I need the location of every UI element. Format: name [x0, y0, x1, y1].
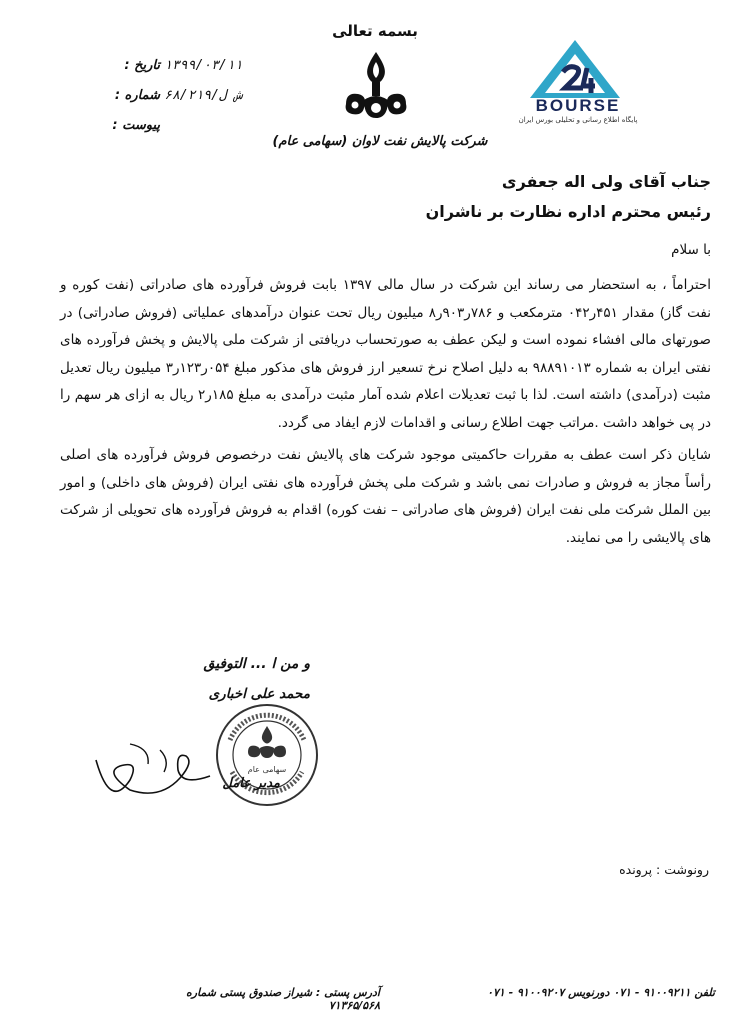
footer-phones: تلفن ۹۱۰۰۹۲۱۱ - ۰۷۱ دورنویس ۹۱۰۰۹۲۰۷ - ۰۷۱ [487, 986, 715, 999]
date-value: ۱۳۹۹/۰۳/۱۱ [164, 58, 243, 73]
bourse-wordmark: BOURSE [535, 96, 621, 115]
bismillah-heading: بسمه تعالی [332, 22, 418, 40]
company-name: شرکت پالایش نفت لاوان (سهامی عام) [272, 134, 488, 149]
attachment-label: پیوست : [112, 118, 160, 133]
bourse-logo-icon [525, 38, 625, 100]
letter-attachment [100, 118, 250, 133]
greeting: با سلام [671, 242, 711, 258]
handwritten-signature-icon [90, 720, 220, 810]
recipient-title: رئیس محترم اداره نظارت بر ناشران [425, 202, 711, 221]
bourse-tagline: پایگاه اطلاع رسانی و تحلیلی بورس ایران [518, 116, 638, 124]
letter-body [60, 272, 711, 557]
letter-number [100, 88, 250, 103]
number-label: شماره : [114, 88, 160, 103]
recipient-name: جناب آقای ولی اله جعفری [501, 172, 711, 191]
closing-salutation: و من ا ... التوفیق [203, 656, 310, 672]
letter-date [100, 58, 250, 73]
signer-title: مدیر عامل [222, 776, 280, 791]
carbon-copy: رونوشت : پرونده [619, 862, 709, 877]
number-value: ش ل/۶۸/۲۱۹ [164, 88, 243, 103]
signer-name: محمد علی اخباری [208, 686, 310, 702]
body-paragraph-2: شایان ذکر است عطف به مقررات حاکمیتی موجود شرکت های پالایش نفت درخصوص فروش فرآورده های اصلی رأساً مجاز به فروش و صادرات نمی باشد و شرکت ملی پخش فرآورده های نفتی ایران (فروش های داخلی) و امور بین الملل شرکت ملی نفت ایران (فروش های صادراتی – نفت کوره) اقدام به فروش فرآورده های تحویلی از شرکت های پالایشی را می نمایند. [60, 447, 711, 546]
date-label: تاریخ : [124, 58, 160, 73]
body-paragraph-1: احتراماً ، به استحضار می رساند این شرکت در سال مالی ۱۳۹۷ بابت فروش فرآورده های صادراتی (نفت کوره و نفت گاز) مقدار ۴۵۱ر۰۴۲ مترمکعب و ۷۸۶ر۹۰۳ر۸ میلیون ریال تحت عنوان درآمدهای عملیاتی (فروش صادراتی) در صورتهای مالی افشاء نموده است و لیکن عطف به صورتحساب دریافتی از شرکت ملی پالایش و پخش فرآورده های نفتی ایران به شماره ۹۸۸۹۱۰۱۳ به دلیل اصلاح نرخ تسعیر ارز فروش های مذکور مبلغ ۰۵۴ر۱۲۳ر۳ میلیون ریال تعدیل مثبت (درآمدی) داشته است. لذا با ثبت تعدیلات اعلام شده آمار مثبت درآمدی به مبلغ ۱۸۵ر۲ ریال به ازای هر سهم را در پی خواهد داشت .مراتب جهت اطلاع رسانی و اقدامات لازم ایفاد می گردد. [60, 277, 712, 431]
company-stamp-icon [212, 700, 322, 810]
footer-address: آدرس پستی : شیراز صندوق پستی شماره ۷۱۳۶۵/۵۶۸ [185, 986, 380, 1012]
stamp-text: سهامی عام [247, 765, 287, 774]
refinery-flame-logo-icon [340, 48, 412, 126]
